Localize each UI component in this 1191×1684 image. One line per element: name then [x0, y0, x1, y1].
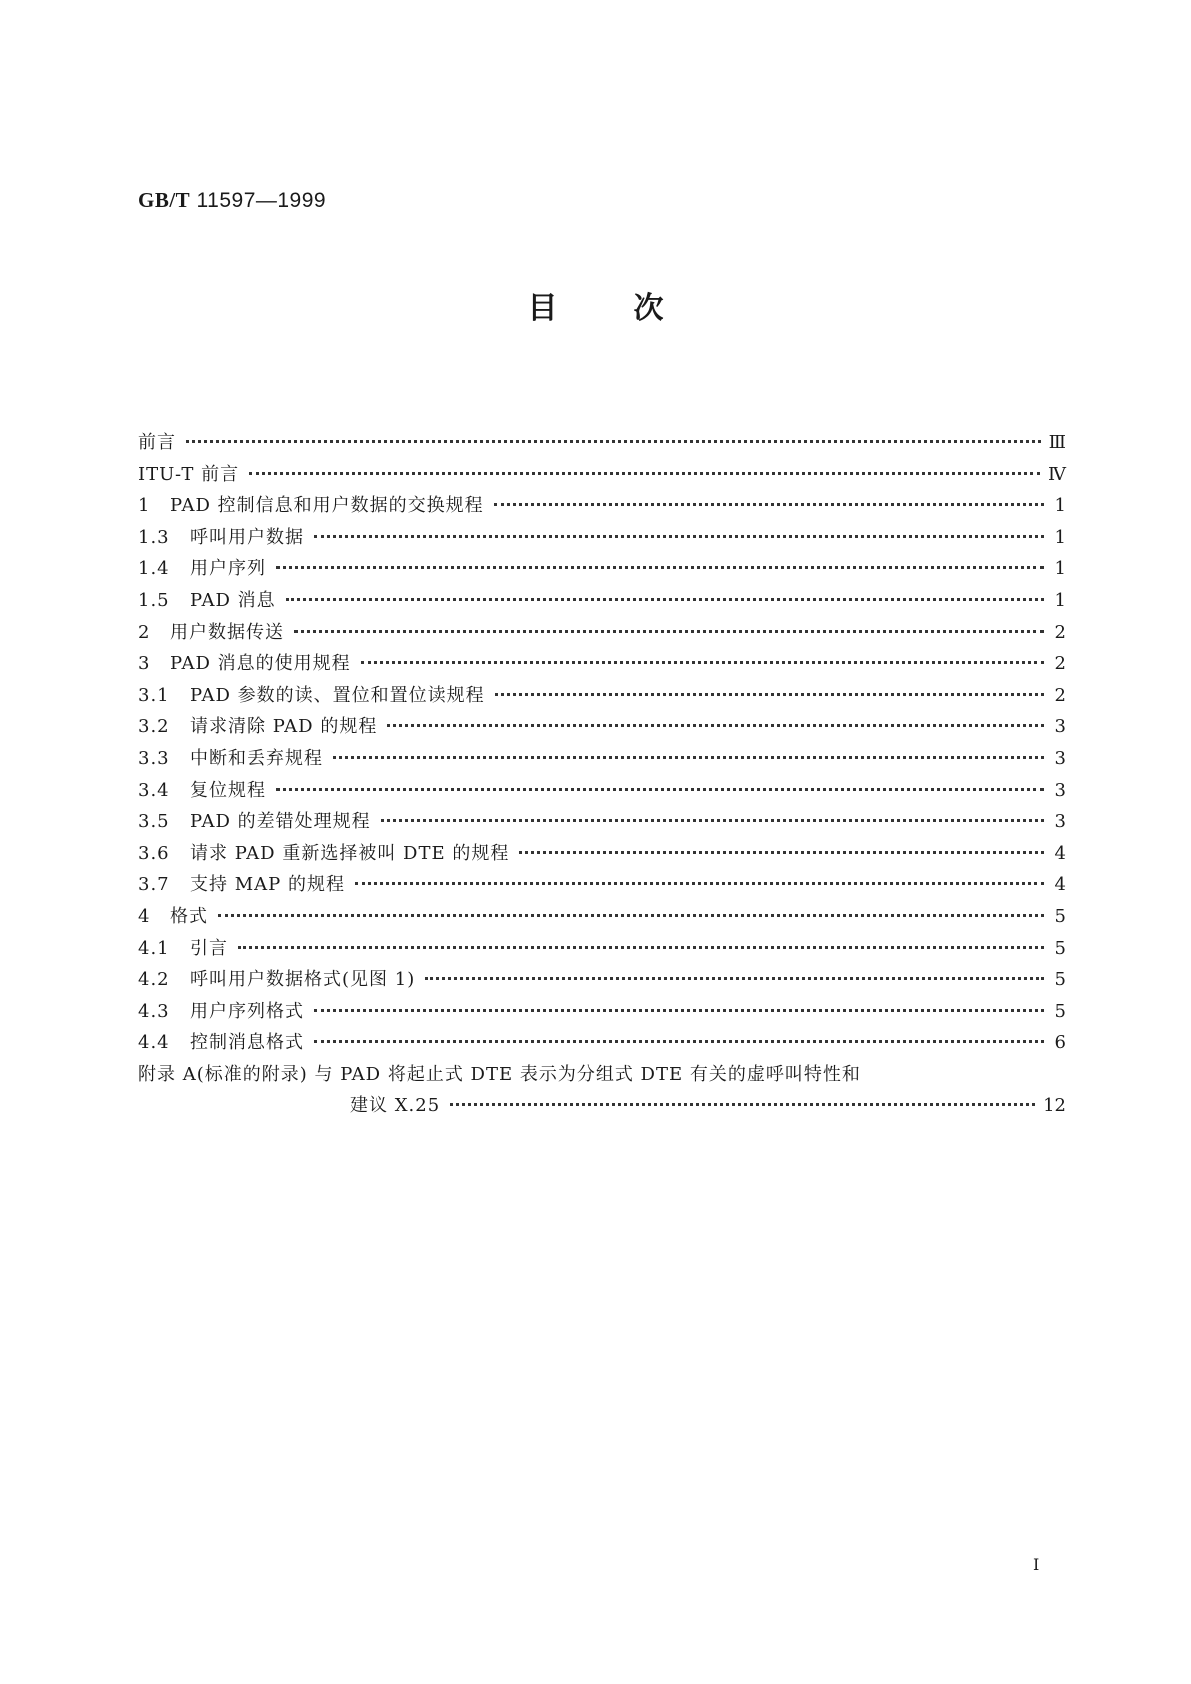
toc-entry-appendix-a-cont[interactable]	[138, 1091, 1066, 1123]
toc-entry-number: 4.2	[138, 969, 170, 991]
toc-entry-page: 2	[1054, 653, 1066, 675]
toc-entry-3-4[interactable]	[138, 776, 1066, 808]
dot-leader	[494, 503, 1044, 506]
toc-entry-text: 用户序列	[190, 558, 266, 580]
toc-entry-page: Ⅲ	[1048, 432, 1066, 453]
toc-entry-number: 3.7	[138, 874, 170, 896]
toc-entry-text: 中断和丢弃规程	[190, 747, 323, 769]
toc-entry-text: 前言	[138, 432, 176, 453]
dot-leader	[314, 1040, 1044, 1043]
dot-leader	[186, 440, 1041, 443]
toc-entry-number: 2	[138, 621, 151, 643]
dot-leader	[333, 756, 1044, 759]
toc-entry-text: 用户序列格式	[190, 1000, 304, 1022]
toc-entry-1-3[interactable]	[138, 523, 1066, 555]
toc-entry-page: 3	[1054, 779, 1066, 801]
toc-entry-page: 3	[1054, 716, 1066, 738]
toc-entry-text: 引言	[190, 937, 228, 959]
dot-leader	[218, 914, 1044, 917]
toc-entry-1[interactable]	[138, 491, 1066, 523]
toc-entry-text: 支持 MAP 的规程	[190, 874, 345, 896]
standard-number: 11597—1999	[196, 189, 327, 212]
toc-entry-page: 5	[1054, 969, 1066, 991]
toc-entry-number: 1.4	[138, 558, 170, 580]
toc-entry-page: 2	[1054, 684, 1066, 706]
toc-entry-page: Ⅳ	[1048, 463, 1066, 485]
dot-leader	[238, 946, 1044, 949]
toc-entry-4-4[interactable]	[138, 1028, 1066, 1060]
toc-entry-text: 呼叫用户数据	[190, 526, 304, 548]
toc-entry-text: 复位规程	[190, 779, 266, 801]
toc-entry-1-4[interactable]	[138, 554, 1066, 586]
dot-leader	[495, 693, 1044, 696]
dot-leader	[381, 819, 1044, 822]
toc-entry-text: 控制消息格式	[190, 1032, 304, 1054]
toc-entry-number: 1.3	[138, 526, 170, 548]
toc-entry-page: 1	[1054, 526, 1066, 548]
toc-entry-3-5[interactable]	[138, 807, 1066, 839]
toc-entry-page: 4	[1054, 842, 1066, 864]
toc-entry-text: PAD 的差错处理规程	[190, 811, 371, 833]
toc-entry-3-3[interactable]	[138, 744, 1066, 776]
toc-entry-text: 呼叫用户数据格式(见图 1)	[190, 969, 416, 991]
dot-leader	[276, 566, 1044, 569]
toc-entry-number: 3.2	[138, 716, 170, 738]
standard-prefix: GB/T	[138, 188, 191, 212]
toc-entry-text: PAD 参数的读、置位和置位读规程	[190, 684, 485, 706]
toc-entry-number: 3	[138, 653, 151, 675]
toc-entry-3-2[interactable]	[138, 712, 1066, 744]
toc-entry-3-7[interactable]	[138, 870, 1066, 902]
toc-entry-3[interactable]	[138, 649, 1066, 681]
toc-entry-page: 3	[1054, 811, 1066, 833]
toc-entry-text: ITU-T 前言	[138, 463, 240, 485]
dot-leader	[425, 977, 1044, 980]
toc-entry-1-5[interactable]	[138, 586, 1066, 618]
toc-entry-4-2[interactable]	[138, 965, 1066, 997]
appendix-title-line1: 附录 A(标准的附录) 与 PAD 将起止式 DTE 表示为分组式 DTE 有关的虚呼叫特性和	[138, 1063, 861, 1085]
toc-entry-number: 1	[138, 495, 151, 517]
toc-entry-number: 3.3	[138, 747, 170, 769]
toc-entry-text: 请求清除 PAD 的规程	[190, 716, 378, 738]
toc-entry-page: 5	[1054, 1000, 1066, 1022]
toc-entry-text: 请求 PAD 重新选择被叫 DTE 的规程	[190, 842, 510, 864]
dot-leader	[387, 724, 1044, 727]
toc-entry-text: 用户数据传送	[170, 621, 284, 643]
toc-entry-number: 3.6	[138, 842, 170, 864]
toc-entry-page: 4	[1054, 874, 1066, 896]
toc-entry-page: 6	[1054, 1032, 1066, 1054]
toc-entry-3-6[interactable]	[138, 839, 1066, 871]
toc-entry-preface[interactable]	[138, 428, 1066, 460]
toc-entry-page: 3	[1054, 747, 1066, 769]
toc-entry-text: 格式	[170, 905, 208, 927]
dot-leader	[286, 598, 1044, 601]
dot-leader	[276, 788, 1044, 791]
toc-entry-itu-preface[interactable]	[138, 460, 1066, 492]
toc-entry-page: 1	[1054, 495, 1066, 517]
table-of-contents	[138, 428, 1066, 1123]
toc-entry-page: 2	[1054, 621, 1066, 643]
toc-entry-number: 4.3	[138, 1000, 170, 1022]
dot-leader	[314, 1009, 1044, 1012]
toc-entry-2[interactable]	[138, 618, 1066, 650]
toc-entry-text: PAD 消息	[190, 589, 276, 611]
toc-entry-text: PAD 消息的使用规程	[170, 653, 351, 675]
toc-entry-number: 1.5	[138, 589, 170, 611]
toc-entry-number: 3.5	[138, 811, 170, 833]
toc-entry-page: 5	[1054, 905, 1066, 927]
dot-leader	[361, 661, 1044, 664]
toc-entry-4[interactable]	[138, 902, 1066, 934]
appendix-title-line2: 建议 X.25	[350, 1095, 441, 1117]
toc-entry-number: 3.1	[138, 684, 170, 706]
dot-leader	[294, 630, 1044, 633]
dot-leader	[314, 535, 1044, 538]
toc-entry-3-1[interactable]	[138, 681, 1066, 713]
dot-leader	[249, 472, 1040, 475]
page-title: 目次	[527, 291, 740, 326]
toc-entry-number: 4.4	[138, 1032, 170, 1054]
toc-entry-4-1[interactable]	[138, 934, 1066, 966]
dot-leader	[519, 851, 1044, 854]
page-number: Ⅰ	[1033, 1555, 1040, 1574]
toc-entry-page: 1	[1054, 589, 1066, 611]
dot-leader	[450, 1103, 1035, 1106]
toc-entry-number: 4	[138, 905, 151, 927]
toc-entry-page: 1	[1054, 558, 1066, 580]
toc-entry-4-3[interactable]	[138, 997, 1066, 1029]
toc-entry-page: 5	[1054, 937, 1066, 959]
toc-entry-number: 4.1	[138, 937, 170, 959]
standard-code	[138, 188, 326, 213]
toc-entry-page: 12	[1043, 1095, 1066, 1117]
toc-entry-number: 3.4	[138, 779, 170, 801]
dot-leader	[355, 882, 1044, 885]
toc-entry-appendix-a[interactable]	[138, 1060, 1066, 1092]
toc-entry-text: PAD 控制信息和用户数据的交换规程	[170, 495, 484, 517]
